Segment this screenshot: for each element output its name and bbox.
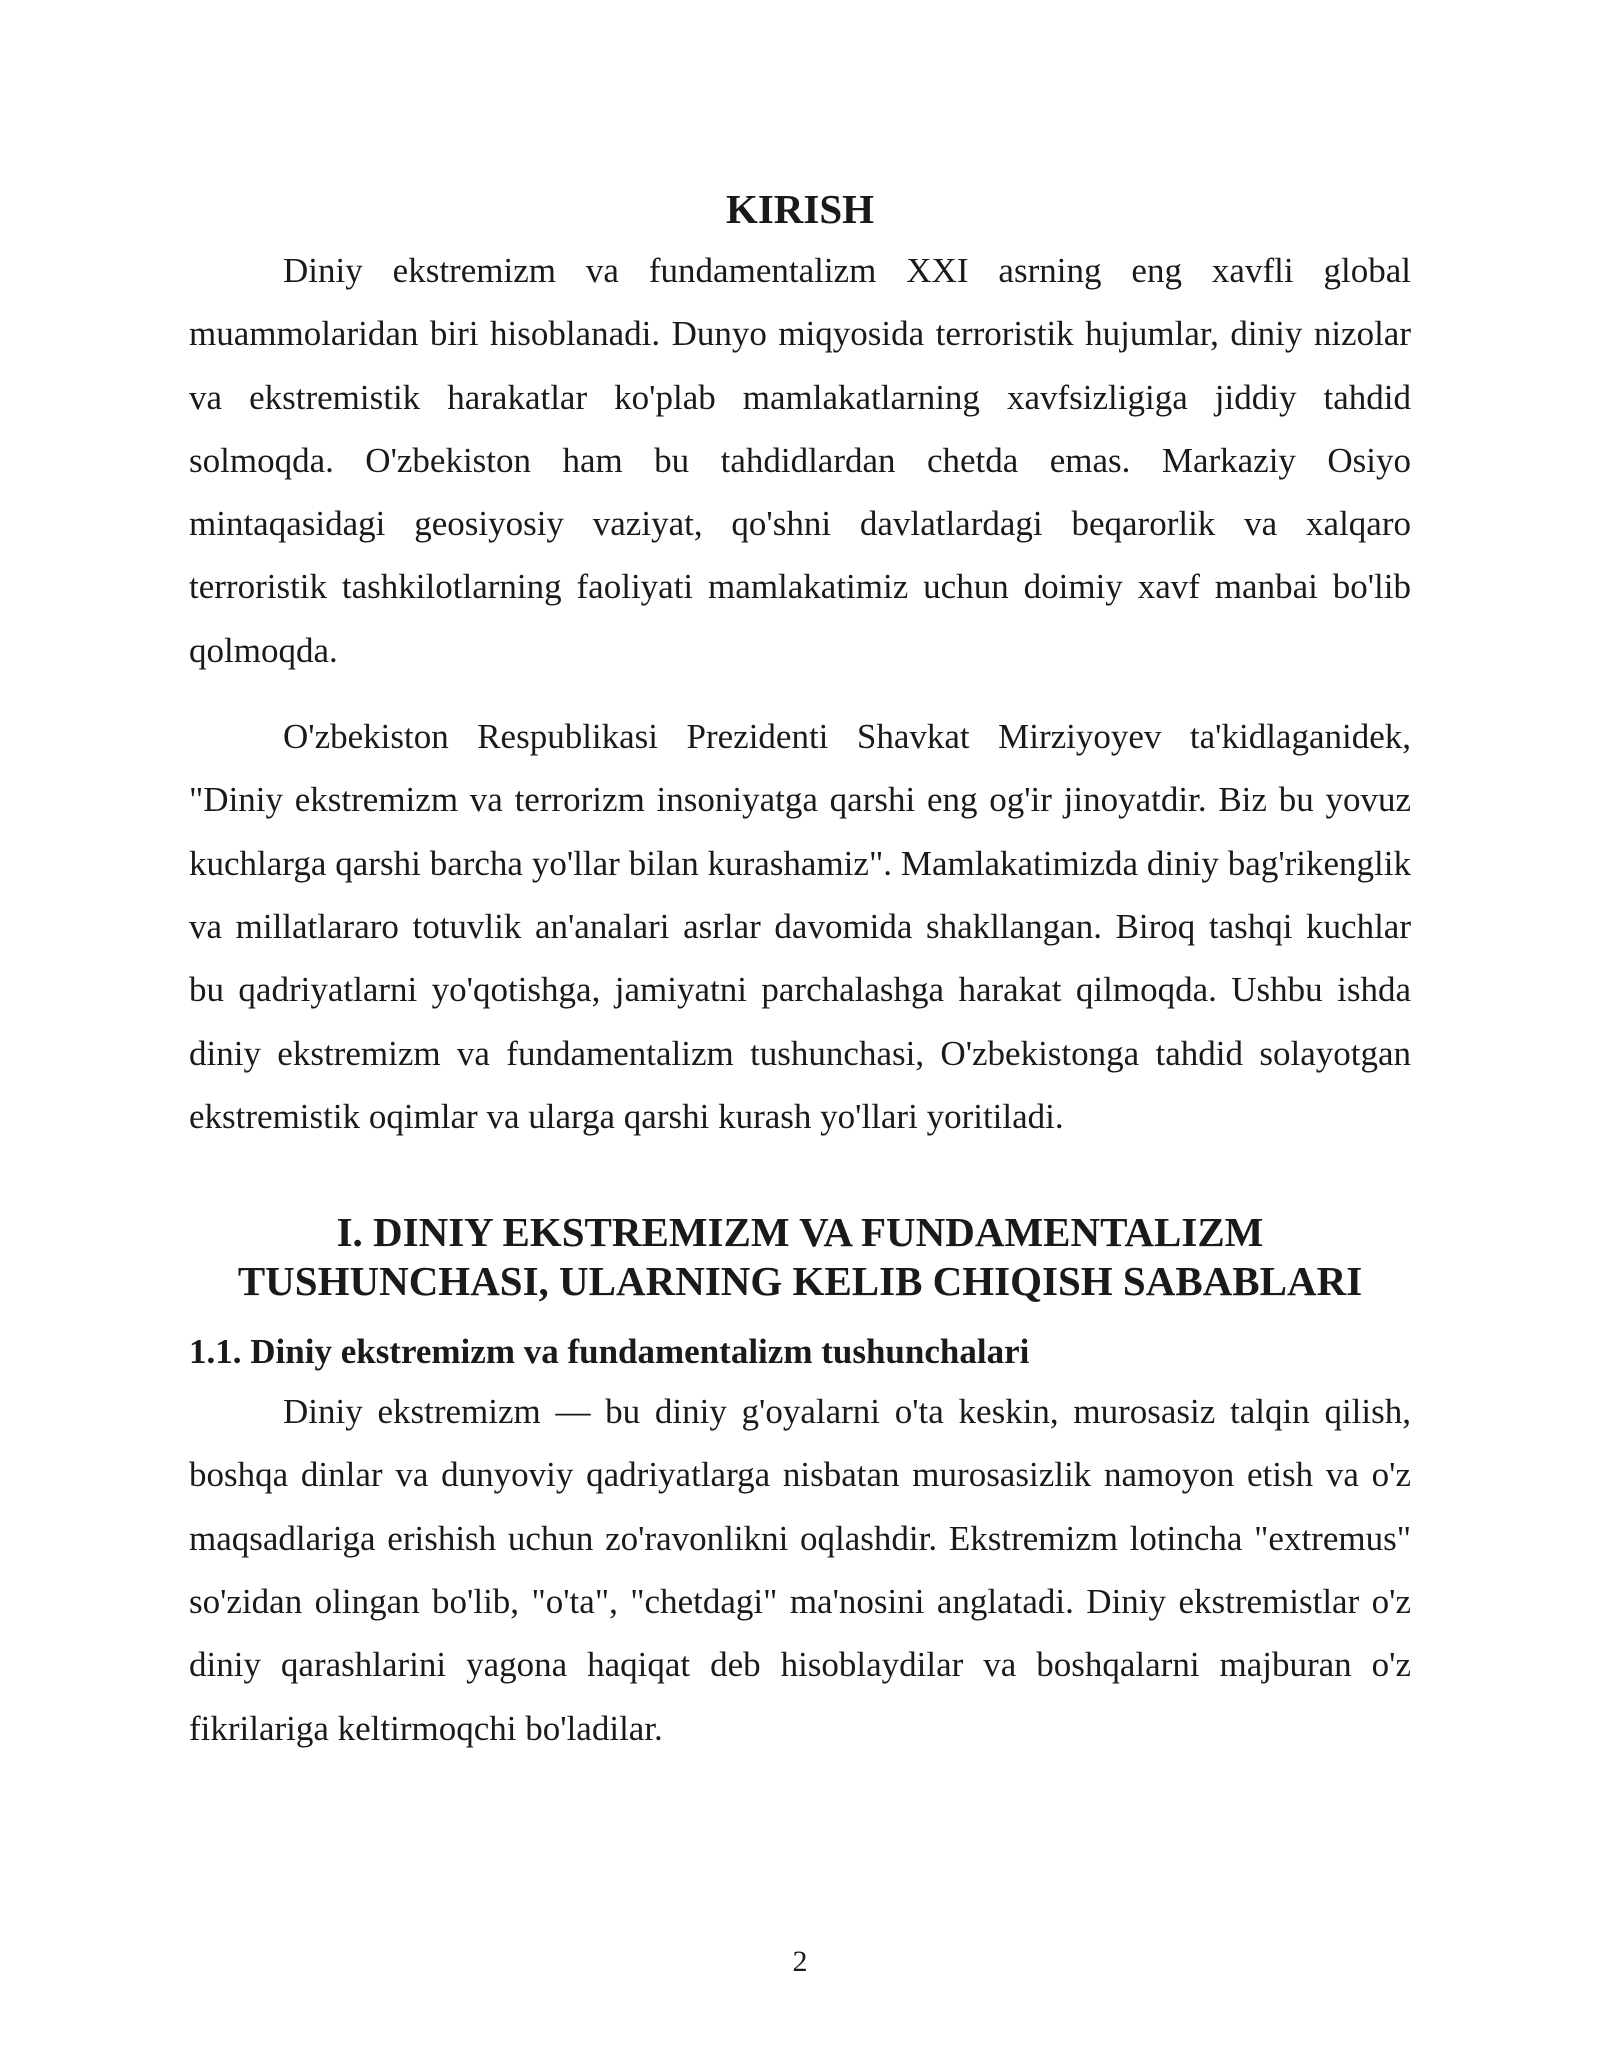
chapter-heading-line-1: I. DINIY EKSTREMIZM VA FUNDAMENTALIZM [336, 1209, 1264, 1256]
subsection-heading: 1.1. Diniy ekstremizm va fundamentalizm tushunchalari [189, 1332, 1030, 1372]
section-title: KIRISH [725, 186, 875, 232]
intro-paragraph-1: Diniy ekstremizm va fundamentalizm XXI asrning eng xavfli global muammolaridan biri hisoblanadi. Dunyo miqyosida terroristik hujumlar, diniy nizolar va ekstremistik harakatlar ko'plab mamlakatlarning xavfsizligiga jiddiy tahdid solmoqda. O'zbekiston ham bu tahdidlardan chetda emas. Markaziy Osiyo mintaqasidagi geosiyosiy vaziyat, qo'shni davlatlardagi beqarorlik va xalqaro terroristik tashkilotlarning faoliyati mamlakatimiz uchun doimiy xavf manbai bo'lib qolmoqda. [189, 251, 1411, 670]
chapter-paragraph-1: Diniy ekstremizm — bu diniy g'oyalarni o'ta keskin, murosasiz talqin qilish, boshqa dinlar va dunyoviy qadriyatlarga nisbatan murosasizlik namoyon etish va o'z maqsadlariga erishish uchun zo'ravonlikni oqlashdir. Ekstremizm lotincha "extremus" so'zidan olingan bo'lib, "o'ta", "chetdagi" ma'nosini anglatadi. Diniy ekstremistlar o'z diniy qarashlarini yagona haqiqat deb hisoblaydilar va boshqalarni majburan o'z fikrilariga keltirmoqchi bo'ladilar. [189, 1392, 1411, 1748]
chapter-heading-line-2: TUSHUNCHASI, ULARNING KELIB CHIQISH SABABLARI [237, 1258, 1363, 1305]
page-number: 2 [792, 1945, 808, 1978]
chapter-heading [189, 1208, 1411, 1306]
document-page [189, 185, 1411, 1760]
intro-paragraph-2: O'zbekiston Respublikasi Prezidenti Shavkat Mirziyoyev ta'kidlaganidek, "Diniy ekstremizm va terrorizm insoniyatga qarshi eng og'ir jinoyatdir. Biz bu yovuz kuchlarga qarshi barcha yo'llar bilan kurashamiz". Mamlakatimizda diniy bag'rikenglik va millatlararo totuvlik an'analari asrlar davomida shakllangan. Biroq tashqi kuchlar bu qadriyatlarni yo'qotishga, jamiyatni parchalashga harakat qilmoqda. Ushbu ishda diniy ekstremizm va fundamentalizm tushunchasi, O'zbekistonga tahdid solayotgan ekstremistik oqimlar va ularga qarshi kurash yo'llari yoritiladi. [189, 717, 1411, 1136]
